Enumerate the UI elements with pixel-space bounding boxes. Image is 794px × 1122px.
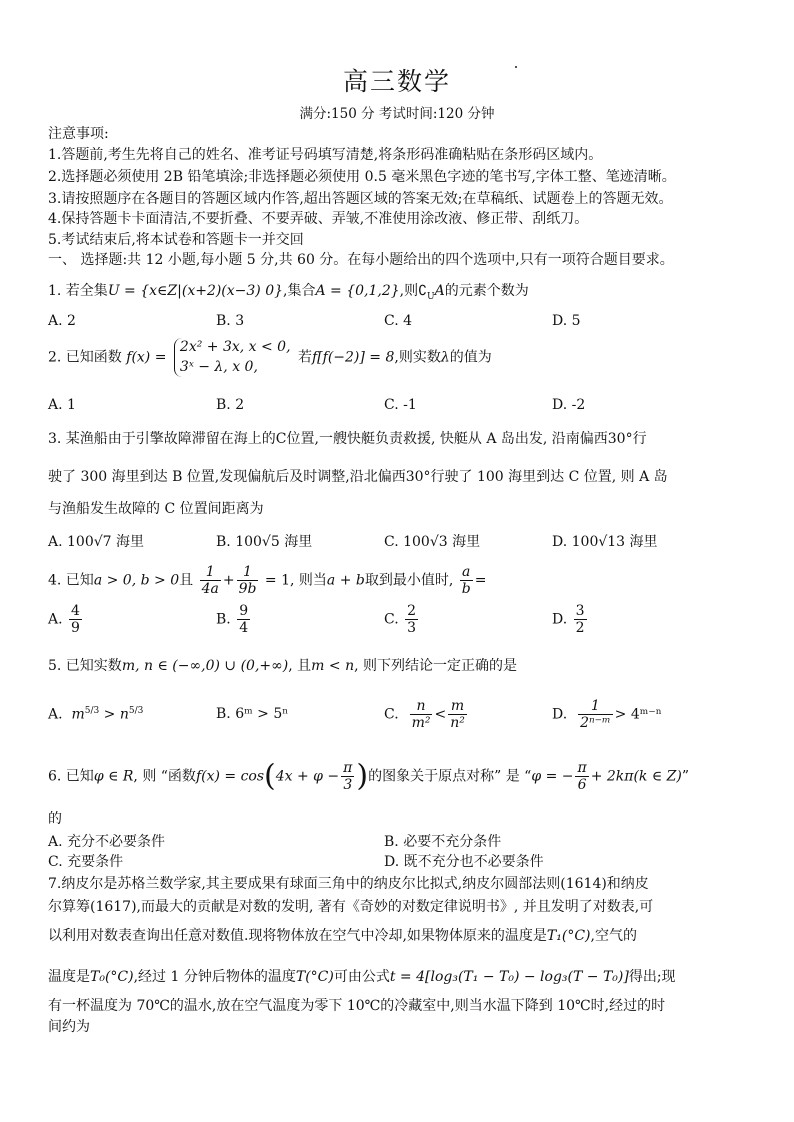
q1-option-a: A. 2 xyxy=(48,313,76,329)
note-item: 3.请按照题序在各题目的答题区域内作答,超出答题区域的答案无效;在草稿纸、试题卷上的答题无效。 xyxy=(48,191,673,207)
question-7-line: 温度是T₀(°C),经过 1 分钟后物体的温度T(°C)可由公式t = 4[log₃(T₁ − T₀) − log₃(T − T₀)]得出;现 xyxy=(48,969,676,985)
note-item: 2.选择题必须使用 2B 铅笔填涂;非选择题必须使用 0.5 毫米黑色字迹的笔书写,字体工整、笔迹清晰。 xyxy=(48,169,676,185)
q1-option-c: C. 4 xyxy=(384,313,413,329)
page-title: 高三数学 xyxy=(342,67,451,96)
question-3-line: 3. 某渔船由于引擎故障滞留在海上的C位置,一艘快艇负责救援, 快艇从 A 岛出发, 沿南偏西30°行 xyxy=(48,431,647,447)
q3-option-a: A. 100√7 海里 xyxy=(48,534,145,550)
question-7-line: 以利用对数表查询出任意对数值.现将物体放在空气中冷却,如果物体原来的温度是T₁(°C),空气的 xyxy=(48,928,637,944)
exam-info: 满分:150 分 考试时间:120 分钟 xyxy=(299,106,495,122)
question-2-stem: 2. 已知函数 f(x) = 2x² + 3x, x < 0, 3ˣ − λ, x 0, 若f[f(−2)] = 8,则实数λ的值为 xyxy=(48,338,492,377)
notes-heading: 注意事项: xyxy=(48,126,109,142)
question-4-stem: 4. 已知a > 0, b > 0且 $\frac{1}{4a}$ + $\frac{1}{9b}$ = 1, 则当a + b取到最小值时, $\frac{a}{b}$ = xyxy=(48,564,487,598)
q3-option-d: D. 100√13 海里 xyxy=(552,534,658,550)
q6-option-d: D. 既不充分也不必要条件 xyxy=(384,854,544,870)
question-7-line: 有一杯温度为 70℃的温水,放在空气温度为零下 10℃的冷藏室中,则当水温下降到 10℃时,经过的时 xyxy=(48,998,666,1014)
piecewise-function: 2x² + 3x, x < 0, 3ˣ − λ, x 0, xyxy=(174,338,291,377)
question-5-stem: 5. 已知实数m, n ∈ (−∞,0) ∪ (0,+∞), 且m < n, 则下列结论一定正确的是 xyxy=(48,658,517,674)
q1-option-d: D. 5 xyxy=(552,313,581,329)
q2-option-a: A. 1 xyxy=(48,397,76,413)
note-item: 5.考试结束后,将本试卷和答题卡一并交回 xyxy=(48,232,304,248)
q5-option-a: A. $m^{5/3} > n^{5/3}$ xyxy=(48,706,144,723)
q2-option-c: C. -1 xyxy=(384,397,417,413)
q5-option-c: C. $\frac{n}{\text{m²}}$ < $\frac{m}{\text{n²}}$ xyxy=(384,698,465,732)
q4-option-d: D. $\frac{3}{2}$ xyxy=(552,603,585,637)
question-7-line: 7.纳皮尔是苏格兰数学家,其主要成果有球面三角中的纳皮尔比拟式,纳皮尔圆部法则(1614)和纳皮 xyxy=(48,876,649,892)
q5-option-b: B. 6ᵐ > 5ⁿ xyxy=(216,706,289,722)
q6-option-a: A. 充分不必要条件 xyxy=(48,834,166,850)
q4-option-a: A. $\frac{4}{9}$ xyxy=(48,603,80,637)
question-7-line: 尔算筹(1617),而最大的贡献是对数的发明, 著有《奇妙的对数定律说明书》, 并且发明了对数表,可 xyxy=(48,899,654,915)
q1-option-b: B. 3 xyxy=(216,313,245,329)
q6-option-b: B. 必要不充分条件 xyxy=(384,834,502,850)
question-1-stem: 1. 若全集U = {x∈Z|(x+2)(x−3) 0},集合A = {0,1,2},则$∁_UA$的元素个数为 xyxy=(48,283,529,302)
note-item: 4.保持答题卡卡面清洁,不要折叠、不要弄破、弄皱,不准使用涂改液、修正带、刮纸刀。 xyxy=(48,211,589,227)
q2-option-b: B. 2 xyxy=(216,397,245,413)
question-6-line: 的 xyxy=(48,811,62,827)
q3-option-b: B. 100√5 海里 xyxy=(216,534,313,550)
q4-option-c: C. $\frac{2}{3}$ xyxy=(384,603,417,637)
question-7-line: 间约为 xyxy=(48,1019,90,1035)
q4-option-b: B. $\frac{9}{4}$ xyxy=(216,603,249,637)
q2-option-d: D. -2 xyxy=(552,397,586,413)
q3-option-c: C. 100√3 海里 xyxy=(384,534,481,550)
section-heading: 一、 选择题:共 12 小题,每小题 5 分,共 60 分。在每小题给出的四个选项中,只有一项符合题目要求。 xyxy=(48,252,674,268)
q5-option-d: D. $\frac{1}{\text{2ⁿ⁻ᵐ}}$ > 4ᵐ⁻ⁿ xyxy=(552,698,662,732)
question-6-stem: 6. 已知φ ∈ R, 则 “函数f(x) = cos(4x + φ − $\frac{\pi}{3}$ )的图象关于原点对称” 是 “φ = − $\frac{\pi}{6}$ + 2kπ(k ∈ Z)” xyxy=(48,758,690,794)
question-3-line: 驶了 300 海里到达 B 位置,发现偏航后及时调整,沿北偏西30°行驶了 100 海里到达 C 位置, 则 A 岛 xyxy=(48,469,668,485)
q6-option-c: C. 充要条件 xyxy=(48,854,124,870)
note-item: 1.答题前,考生先将自己的姓名、准考证号码填写清楚,将条形码准确粘贴在条形码区域内。 xyxy=(48,147,603,163)
question-3-line: 与渔船发生故障的 C 位置间距离为 xyxy=(48,501,264,517)
